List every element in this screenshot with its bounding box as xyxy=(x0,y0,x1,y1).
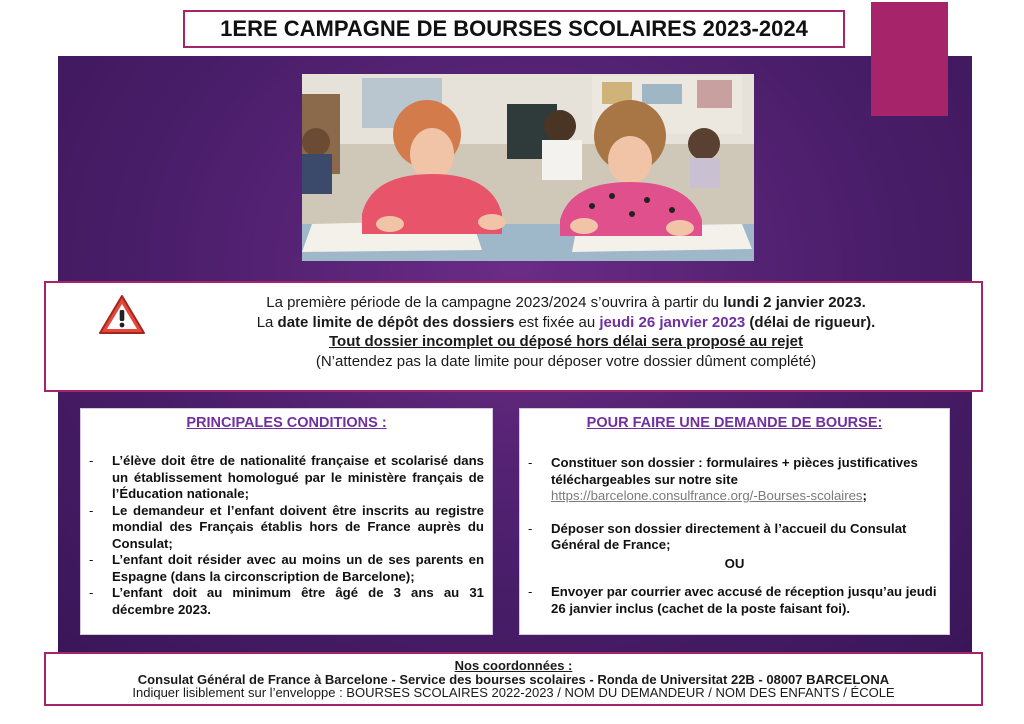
condition-item: - L’enfant doit au minimum être âgé de 3 ans au 31 décembre 2023. xyxy=(89,585,484,618)
condition-item: - L’élève doit être de nationalité française et scolarisé dans un établissement homologué par le ministère français de l’Éducation nationale; xyxy=(89,453,484,503)
request-item-mail: - Envoyer par courrier avec accusé de réception jusqu’au jeudi 26 janvier inclus (cachet de la poste faisant foi). xyxy=(528,584,941,617)
footer-instructions: Indiquer lisiblement sur l’enveloppe : BOURSES SCOLAIRES 2022-2023 / NOM DU DEMANDEUR / NOM DES ENFANTS / ÉCOLE xyxy=(132,685,895,700)
conditions-panel xyxy=(80,408,493,635)
notice-line-deadline xyxy=(156,313,976,333)
notice-advice-text: (N’attendez pas la date limite pour déposer votre dossier dûment complété) xyxy=(315,352,817,370)
notice-line-rejection xyxy=(156,332,976,352)
notice-deadline-label: date limite de dépôt des dossiers xyxy=(277,313,515,331)
conditions-list xyxy=(81,453,492,618)
conditions-heading: PRINCIPALES CONDITIONS : xyxy=(186,415,387,431)
accent-square xyxy=(871,2,948,116)
notice-text xyxy=(156,293,976,371)
classroom-photo-icon xyxy=(302,74,754,261)
request-or-separator: OU xyxy=(724,555,745,571)
condition-item: - L’enfant doit résider avec au moins un de ses parents en Espagne (dans la circonscription de Barcelone); xyxy=(89,552,484,585)
request-list xyxy=(520,455,949,617)
request-panel xyxy=(519,408,950,635)
footer-contact-box xyxy=(44,652,983,706)
notice-line-advice xyxy=(156,352,976,372)
warning-icon xyxy=(98,293,146,335)
request-heading: POUR FAIRE UNE DEMANDE DE BOURSE: xyxy=(586,415,883,431)
notice-rejection-text: Tout dossier incomplet ou déposé hors délai sera proposé au rejet xyxy=(329,333,803,350)
classroom-photo-illustration xyxy=(302,74,754,261)
notice-box xyxy=(44,281,983,392)
page-title xyxy=(183,10,845,48)
condition-item: - Le demandeur et l’enfant doivent être inscrits au registre mondial des Français établis hors de France auprès du Consulat; xyxy=(89,503,484,553)
notice-deadline-date: jeudi 26 janvier 2023 xyxy=(599,313,746,331)
notice-opening-text: La première période de la campagne 2023/2024 s’ouvrira à partir du xyxy=(266,294,724,311)
notice-line-opening xyxy=(156,293,976,313)
notice-deadline-suffix: (délai de rigueur). xyxy=(745,313,876,331)
footer-address: Consulat Général de France à Barcelone - Service des bourses scolaires - Ronda de Universitat 22B - 08007 BARCELONA xyxy=(137,671,890,687)
request-item-deposit: - Déposer son dossier directement à l’accueil du Consulat Général de France; xyxy=(528,521,941,554)
request-item-build-file xyxy=(528,455,941,505)
request-item-build-file-end: ; xyxy=(862,488,867,503)
notice-deadline-prefix: La xyxy=(256,313,278,331)
bourses-website-link[interactable]: https://barcelone.consulfrance.org/-Bourses-scolaires xyxy=(551,488,863,503)
notice-opening-date: lundi 2 janvier 2023. xyxy=(723,294,866,311)
page-title-text: 1ERE CAMPAGNE DE BOURSES SCOLAIRES 2023-2024 xyxy=(220,16,808,41)
request-item-build-file-text: Constituer son dossier : formulaires + pièces justificatives téléchargeables sur notre site xyxy=(551,455,918,487)
footer-title: Nos coordonnées : xyxy=(454,658,573,673)
notice-deadline-mid: est fixée au xyxy=(514,313,600,331)
